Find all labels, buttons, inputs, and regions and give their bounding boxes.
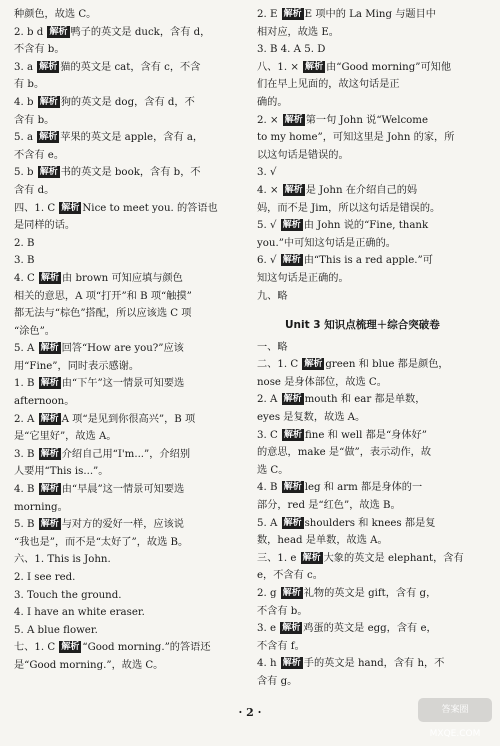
line-text: 5. B bbox=[14, 519, 38, 531]
line-text: 以这句话是错误的。 bbox=[257, 149, 349, 161]
analysis-tag: 解析 bbox=[284, 429, 303, 440]
line-text: 5. √ bbox=[257, 220, 280, 232]
line-text: 4. C bbox=[14, 272, 38, 284]
answer-line bbox=[14, 305, 246, 323]
analysis-tag: 解析 bbox=[284, 114, 303, 125]
line-text: afternoon。 bbox=[14, 396, 75, 408]
line-text: you.”中可知这句话是正确的。 bbox=[257, 237, 396, 249]
line-text: 6. √ bbox=[257, 255, 280, 267]
analysis-tag: 解析 bbox=[40, 413, 59, 424]
line-text: 七、1. C bbox=[14, 642, 59, 654]
answer-line bbox=[14, 375, 246, 393]
line-text: A 项“是见到你很高兴”，B 项 bbox=[61, 413, 196, 425]
answer-line bbox=[14, 147, 246, 165]
line-text: to my home”，可知这里是 John 的家，所 bbox=[257, 132, 455, 144]
line-text: 含有 b。 bbox=[14, 114, 55, 126]
analysis-tag: 解析 bbox=[41, 272, 60, 283]
answer-line bbox=[257, 182, 489, 200]
answer-line bbox=[14, 340, 246, 358]
analysis-tag: 解析 bbox=[305, 61, 324, 72]
line-text: 5. A bbox=[257, 517, 281, 529]
answer-line bbox=[14, 217, 246, 235]
analysis-tag: 解析 bbox=[49, 26, 68, 37]
analysis-tag: 解析 bbox=[302, 552, 321, 563]
line-text: shoulders 和 knees 都是复 bbox=[304, 517, 436, 529]
line-text: 有 b。 bbox=[14, 79, 45, 91]
line-text: morning。 bbox=[14, 501, 68, 513]
line-text: 苹果的英文是 apple，含有 a， bbox=[60, 132, 204, 144]
answer-line bbox=[257, 200, 489, 218]
left-column bbox=[14, 6, 246, 675]
line-text: 4. × bbox=[257, 184, 282, 196]
line-text: 1. B bbox=[14, 378, 38, 390]
line-text: 猫的英文是 cat，含有 c，不含 bbox=[60, 61, 201, 73]
line-text: 2. E bbox=[257, 9, 281, 20]
line-text: “涂色”。 bbox=[14, 325, 55, 337]
line-text: 4. B bbox=[14, 484, 38, 496]
line-text: 礼物的英文是 gift，含有 g， bbox=[303, 588, 437, 599]
line-text: 妈，而不是 Jim，所以这句话是错误的。 bbox=[257, 202, 441, 214]
line-text: “Good morning.”的答语还 bbox=[82, 642, 211, 654]
line-text: 4. b bbox=[14, 96, 37, 108]
answer-line bbox=[14, 358, 246, 376]
line-text: 4. h bbox=[257, 658, 280, 670]
answer-line bbox=[14, 270, 246, 288]
line-text: 不含有 f。 bbox=[257, 640, 305, 652]
line-text: 人要用“This is...”。 bbox=[14, 466, 109, 478]
line-text: 3. C bbox=[257, 429, 281, 441]
line-text: 3. e bbox=[257, 623, 280, 635]
line-text: 知这句话是正确的。 bbox=[257, 272, 349, 284]
analysis-tag: 解析 bbox=[40, 519, 59, 530]
line-text: 3. Touch the ground. bbox=[14, 589, 122, 601]
answer-line bbox=[14, 76, 246, 94]
answer-line bbox=[257, 129, 489, 147]
answer-line bbox=[257, 567, 489, 585]
line-text: 种颜色，故选 C。 bbox=[14, 9, 97, 20]
analysis-tag: 解析 bbox=[283, 482, 302, 493]
answer-line bbox=[14, 200, 246, 218]
answer-line bbox=[14, 235, 246, 253]
answer-line bbox=[14, 41, 246, 59]
line-text: 5. b bbox=[14, 167, 37, 179]
answer-line bbox=[257, 620, 489, 638]
line-text: 2. g bbox=[257, 588, 280, 599]
line-text: 不含有 b。 bbox=[14, 44, 65, 56]
analysis-tag: 解析 bbox=[39, 167, 58, 178]
analysis-tag: 解析 bbox=[282, 220, 301, 231]
answer-line bbox=[257, 427, 489, 445]
answer-line bbox=[257, 339, 489, 357]
line-text: 与对方的爱好一样，应该说 bbox=[61, 519, 184, 531]
answer-line bbox=[257, 164, 489, 182]
answer-line bbox=[14, 129, 246, 147]
analysis-tag: 解析 bbox=[284, 184, 303, 195]
line-text: 4. B bbox=[257, 482, 281, 494]
answer-line bbox=[257, 462, 489, 480]
analysis-tag: 解析 bbox=[39, 132, 58, 143]
answer-line bbox=[14, 24, 246, 42]
analysis-tag: 解析 bbox=[40, 448, 59, 459]
answer-line bbox=[14, 6, 246, 24]
answer-line bbox=[257, 147, 489, 165]
answer-line bbox=[257, 270, 489, 288]
line-text: 由“下午”这一情景可知要选 bbox=[61, 378, 185, 390]
line-text: 2. b d bbox=[14, 26, 47, 38]
line-text: 二、1. C bbox=[257, 359, 302, 371]
line-text: 2. B bbox=[14, 237, 35, 249]
line-text: 是“它里好”，故选 A。 bbox=[14, 431, 117, 443]
analysis-tag: 解析 bbox=[40, 484, 59, 495]
analysis-tag: 解析 bbox=[282, 658, 301, 669]
answer-line bbox=[14, 534, 246, 552]
answer-line bbox=[257, 585, 489, 603]
line-text: 由“This is a red apple.”可 bbox=[303, 255, 433, 267]
line-text: nose 是身体部位，故选 C。 bbox=[257, 376, 387, 388]
answer-line bbox=[14, 639, 246, 657]
line-text: “我也是”，而不是“太好了”，故选 B。 bbox=[14, 536, 189, 548]
answer-line bbox=[257, 391, 489, 409]
unit-title: Unit 3 知识点梳理＋综合突破卷 bbox=[285, 319, 440, 332]
watermark-logo: 答案圈 MXQE.COM bbox=[418, 698, 492, 722]
line-text: 是同样的话。 bbox=[14, 220, 76, 232]
answer-line bbox=[257, 112, 489, 130]
line-text: 选 C。 bbox=[257, 464, 289, 476]
analysis-tag: 解析 bbox=[282, 588, 301, 598]
line-text: 部分，red 是“红色”，故选 B。 bbox=[257, 500, 401, 512]
answer-line bbox=[14, 323, 246, 341]
answer-line bbox=[257, 550, 489, 568]
answer-line bbox=[257, 24, 489, 42]
line-text: 六、1. This is John. bbox=[14, 554, 111, 566]
answer-line bbox=[257, 374, 489, 392]
answer-line bbox=[14, 551, 246, 569]
line-text: 由“Good morning”可知他 bbox=[326, 61, 452, 73]
answer-line bbox=[14, 446, 246, 464]
analysis-tag: 解析 bbox=[61, 202, 80, 213]
line-text: E 项中的 La Ming 与题目中 bbox=[304, 9, 436, 20]
analysis-tag: 解析 bbox=[304, 359, 323, 370]
answer-line bbox=[257, 479, 489, 497]
line-text: 2. A bbox=[14, 413, 38, 425]
answer-line bbox=[257, 94, 489, 112]
answer-line bbox=[14, 516, 246, 534]
line-text: 相对应，故选 E。 bbox=[257, 26, 339, 38]
line-text: 都无法与“棕色”搭配，所以应该选 C 项 bbox=[14, 308, 192, 320]
line-text: 相关的意思，A 项“打开”和 B 项“触摸” bbox=[14, 290, 192, 302]
analysis-tag: 解析 bbox=[283, 394, 302, 405]
answer-line bbox=[257, 638, 489, 656]
answer-line bbox=[257, 532, 489, 550]
line-text: 确的。 bbox=[257, 96, 288, 108]
answer-line bbox=[14, 499, 246, 517]
line-text: 一、略 bbox=[257, 341, 288, 353]
answer-line bbox=[257, 356, 489, 374]
answer-line bbox=[14, 393, 246, 411]
analysis-tag: 解析 bbox=[61, 642, 80, 653]
line-text: 第一句 John 说“Welcome bbox=[305, 114, 428, 126]
line-text: 数，head 是单数，故选 A。 bbox=[257, 535, 388, 547]
answer-line bbox=[14, 657, 246, 675]
right-column-bottom bbox=[257, 339, 489, 691]
answer-line bbox=[14, 94, 246, 112]
line-text: 5. a bbox=[14, 132, 37, 144]
answer-line bbox=[14, 481, 246, 499]
answer-line bbox=[14, 463, 246, 481]
answer-line bbox=[257, 655, 489, 673]
right-column bbox=[257, 6, 489, 691]
analysis-tag: 解析 bbox=[39, 96, 58, 107]
page-number: · 2 · bbox=[238, 706, 262, 719]
answer-line bbox=[14, 587, 246, 605]
analysis-tag: 解析 bbox=[40, 378, 59, 389]
line-text: 含有 g。 bbox=[257, 675, 298, 687]
line-text: 八、1. × bbox=[257, 61, 303, 73]
analysis-tag: 解析 bbox=[282, 623, 301, 634]
answer-line bbox=[257, 235, 489, 253]
answer-line bbox=[257, 515, 489, 533]
answer-line bbox=[14, 288, 246, 306]
line-text: 手的英文是 hand，含有 h，不 bbox=[303, 658, 445, 670]
line-text: 由 brown 可知应填与颜色 bbox=[62, 272, 183, 284]
line-text: 2. A bbox=[257, 394, 281, 406]
line-text: fine 和 well 都是“身体好” bbox=[305, 429, 427, 441]
line-text: 5. A blue flower. bbox=[14, 624, 98, 636]
line-text: 大象的英文是 elephant，含有 bbox=[323, 552, 464, 564]
answer-line bbox=[14, 569, 246, 587]
analysis-tag: 解析 bbox=[282, 255, 301, 266]
analysis-tag: 解析 bbox=[39, 61, 58, 72]
analysis-tag: 解析 bbox=[40, 343, 59, 354]
answer-line bbox=[14, 182, 246, 200]
line-text: 是“Good morning.”，故选 C。 bbox=[14, 659, 164, 671]
line-text: 四、1. C bbox=[14, 202, 59, 214]
answer-line bbox=[257, 59, 489, 77]
line-text: 含有 d。 bbox=[14, 184, 55, 196]
line-text: e，不含有 c。 bbox=[257, 570, 323, 582]
line-text: eyes 是复数，故选 A。 bbox=[257, 412, 366, 424]
line-text: 3. B 4. A 5. D bbox=[257, 44, 326, 56]
analysis-tag: 解析 bbox=[283, 9, 302, 19]
line-text: 三、1. e bbox=[257, 552, 300, 564]
line-text: 鸡蛋的英文是 egg，含有 e， bbox=[303, 623, 437, 635]
line-text: Nice to meet you. 的答语也 bbox=[82, 202, 218, 214]
line-text: 3. a bbox=[14, 61, 37, 73]
line-text: mouth 和 ear 都是单数， bbox=[304, 394, 426, 406]
answer-line bbox=[257, 409, 489, 427]
answer-line bbox=[257, 673, 489, 691]
right-column-top bbox=[257, 6, 489, 305]
line-text: 5. A bbox=[14, 343, 38, 355]
line-text: 2. × bbox=[257, 114, 282, 126]
line-text: 用“Fine”，同时表示感谢。 bbox=[14, 360, 140, 372]
line-text: 2. I see red. bbox=[14, 572, 76, 583]
answer-line bbox=[257, 288, 489, 306]
answer-line bbox=[257, 217, 489, 235]
answer-line bbox=[14, 622, 246, 640]
answer-line bbox=[14, 252, 246, 270]
answer-line bbox=[14, 59, 246, 77]
answer-line bbox=[14, 411, 246, 429]
answer-line bbox=[257, 76, 489, 94]
answer-line bbox=[257, 444, 489, 462]
answer-line bbox=[257, 41, 489, 59]
answer-line bbox=[14, 604, 246, 622]
line-text: 由“早晨”这一情景可知要选 bbox=[61, 484, 185, 496]
line-text: 3. B bbox=[14, 255, 35, 267]
answer-line bbox=[257, 603, 489, 621]
answer-line bbox=[14, 112, 246, 130]
analysis-tag: 解析 bbox=[283, 517, 302, 528]
answer-line bbox=[14, 164, 246, 182]
answer-line bbox=[257, 252, 489, 270]
line-text: 鸭子的英文是 duck，含有 d， bbox=[70, 26, 211, 38]
line-text: green 和 blue 都是颜色， bbox=[325, 359, 449, 371]
line-text: 是 John 在介绍自己的妈 bbox=[305, 184, 418, 196]
line-text: 狗的英文是 dog，含有 d，不 bbox=[60, 96, 195, 108]
line-text: 3. B bbox=[14, 448, 38, 460]
answer-line bbox=[257, 497, 489, 515]
line-text: leg 和 arm 都是身体的一 bbox=[304, 482, 423, 494]
line-text: 回答“How are you?”应该 bbox=[61, 343, 184, 355]
line-text: 们在早上见面的，故这句话是正 bbox=[257, 79, 400, 91]
line-text: 书的英文是 book，含有 b，不 bbox=[60, 167, 201, 179]
line-text: 4. I have an white eraser. bbox=[14, 607, 145, 619]
answer-line bbox=[14, 428, 246, 446]
line-text: 的意思，make 是“做”，表示动作，故 bbox=[257, 447, 432, 459]
line-text: 由 John 说的“Fine, thank bbox=[303, 220, 429, 232]
answer-line bbox=[257, 6, 489, 24]
line-text: 3. √ bbox=[257, 167, 277, 179]
line-text: 不含有 b。 bbox=[257, 605, 308, 617]
line-text: 介绍自己用“I'm...”，介绍别 bbox=[61, 448, 191, 460]
line-text: 九、略 bbox=[257, 290, 288, 302]
line-text: 不含有 e。 bbox=[14, 149, 65, 161]
